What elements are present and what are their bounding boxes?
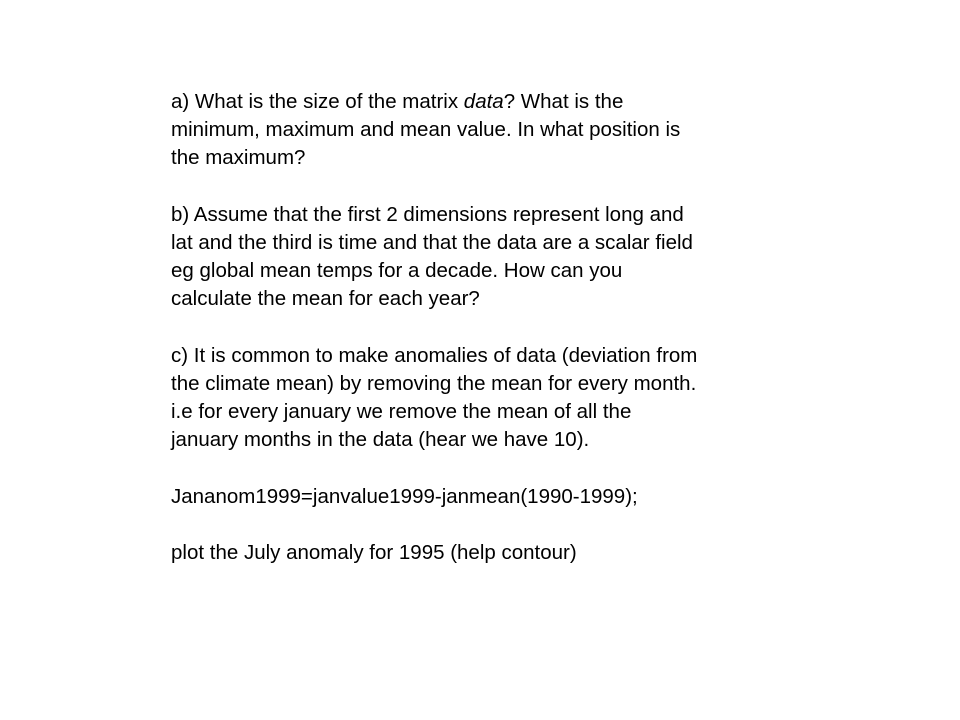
question-a-text-start: a) What is the size of the matrix	[171, 90, 464, 113]
question-b-line-4: calculate the mean for each year?	[171, 287, 480, 311]
question-a	[171, 88, 811, 173]
formula-text: Jananom1999=janvalue1999-janmean(1990-1999);	[171, 484, 638, 508]
slide-body	[171, 88, 811, 596]
plot-instruction	[171, 539, 811, 567]
question-c-line-1: c) It is common to make anomalies of data (deviation from	[171, 343, 698, 367]
question-c-line-2: the climate mean) by removing the mean for every month.	[171, 372, 697, 395]
question-a-text-end: ? What is the	[503, 90, 624, 113]
formula	[171, 483, 811, 511]
question-b-line-1: b) Assume that the first 2 dimensions represent long and	[171, 202, 684, 226]
question-b-line-3: eg global mean temps for a decade. How can you	[171, 259, 623, 283]
plot-instruction-text: plot the July anomaly for 1995 (help contour)	[171, 541, 577, 565]
question-a-line-1	[171, 88, 811, 116]
question-c	[171, 342, 811, 455]
question-c-line-4: january months in the data (hear we have 10).	[171, 428, 590, 452]
question-b-line-2: lat and the third is time and that the data are a scalar field	[171, 231, 693, 254]
question-a-line-2: minimum, maximum and mean value. In what position is	[171, 118, 681, 142]
question-c-line-3: i.e for every january we remove the mean of all the	[171, 400, 632, 424]
question-a-line-3: the maximum?	[171, 146, 306, 170]
question-a-italic-data: data	[463, 90, 504, 113]
question-b	[171, 201, 811, 314]
